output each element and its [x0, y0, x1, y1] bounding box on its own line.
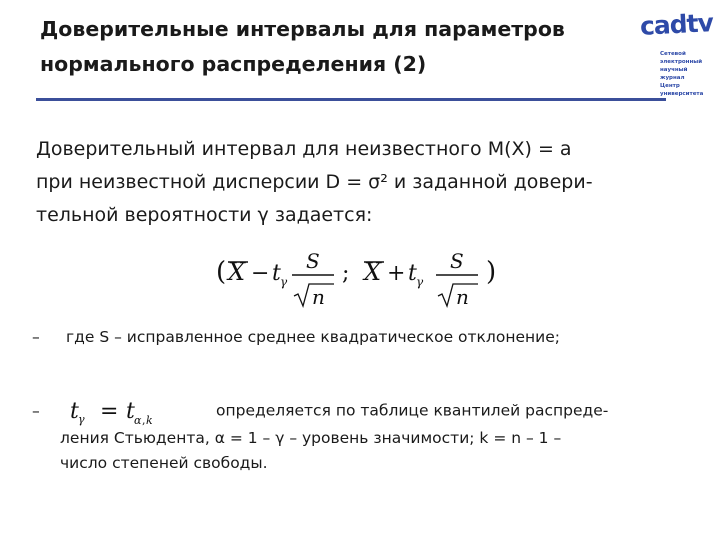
svg-text:γ: γ [280, 275, 288, 289]
bullet-dash: – [32, 401, 40, 420]
svg-text:t: t [272, 261, 281, 286]
svg-text:X: X [228, 258, 246, 286]
svg-text:k: k [146, 414, 153, 426]
svg-text:α: α [134, 414, 142, 426]
intro-line-2: при неизвестной дисперсии D = σ² и заданной довери- [36, 171, 593, 193]
svg-text:=: = [100, 399, 119, 424]
svg-text:S: S [450, 249, 464, 273]
logo-subtitle: Сетевой электронный научный журнал Центр университета [660, 51, 704, 97]
logo-wordmark: cadtv [639, 8, 714, 41]
svg-text:+: + [387, 261, 406, 286]
svg-text:X: X [364, 258, 382, 286]
slide-title [40, 12, 680, 82]
bullet2-first-line [32, 396, 702, 426]
svg-text:γ: γ [78, 413, 85, 426]
t-quantile-formula [66, 396, 216, 426]
svg-text:): ) [486, 257, 497, 287]
svg-text:,: , [142, 414, 146, 426]
bullet2-line-2: ления Стьюдента, α = 1 – γ – уровень значимости; k = n – 1 – [60, 429, 562, 447]
svg-text:t: t [70, 399, 79, 424]
bullet-dash: – [32, 328, 40, 346]
svg-text:γ: γ [416, 275, 424, 289]
bullet-text: где S – исправленное среднее квадратическое отклонение; [66, 328, 560, 346]
bullet-s-definition [32, 325, 702, 349]
title-underline [36, 98, 666, 101]
intro-paragraph [36, 133, 696, 232]
bullet2-line1-text: определяется по таблице квантилей распреде- [216, 401, 609, 420]
bullet-t-quantile [32, 396, 702, 476]
title-line-1: Доверительные интервалы для параметров [40, 17, 565, 41]
svg-text:t: t [126, 399, 135, 424]
svg-text:;: ; [342, 261, 350, 286]
svg-text:S: S [306, 249, 320, 273]
title-line-2: нормального распределения (2) [40, 52, 427, 76]
svg-text:n: n [312, 285, 325, 309]
svg-text:−: − [251, 261, 270, 286]
journal-logo [639, 4, 714, 100]
svg-text:t: t [408, 261, 417, 286]
svg-text:n: n [456, 285, 469, 309]
svg-text:(: ( [216, 257, 227, 287]
bullet2-line-3: число степеней свободы. [60, 454, 268, 472]
confidence-interval-formula [214, 240, 514, 310]
intro-line-1: Доверительный интервал для неизвестного M(X) = a [36, 138, 572, 160]
intro-line-3: тельной вероятности γ задается: [36, 204, 373, 226]
